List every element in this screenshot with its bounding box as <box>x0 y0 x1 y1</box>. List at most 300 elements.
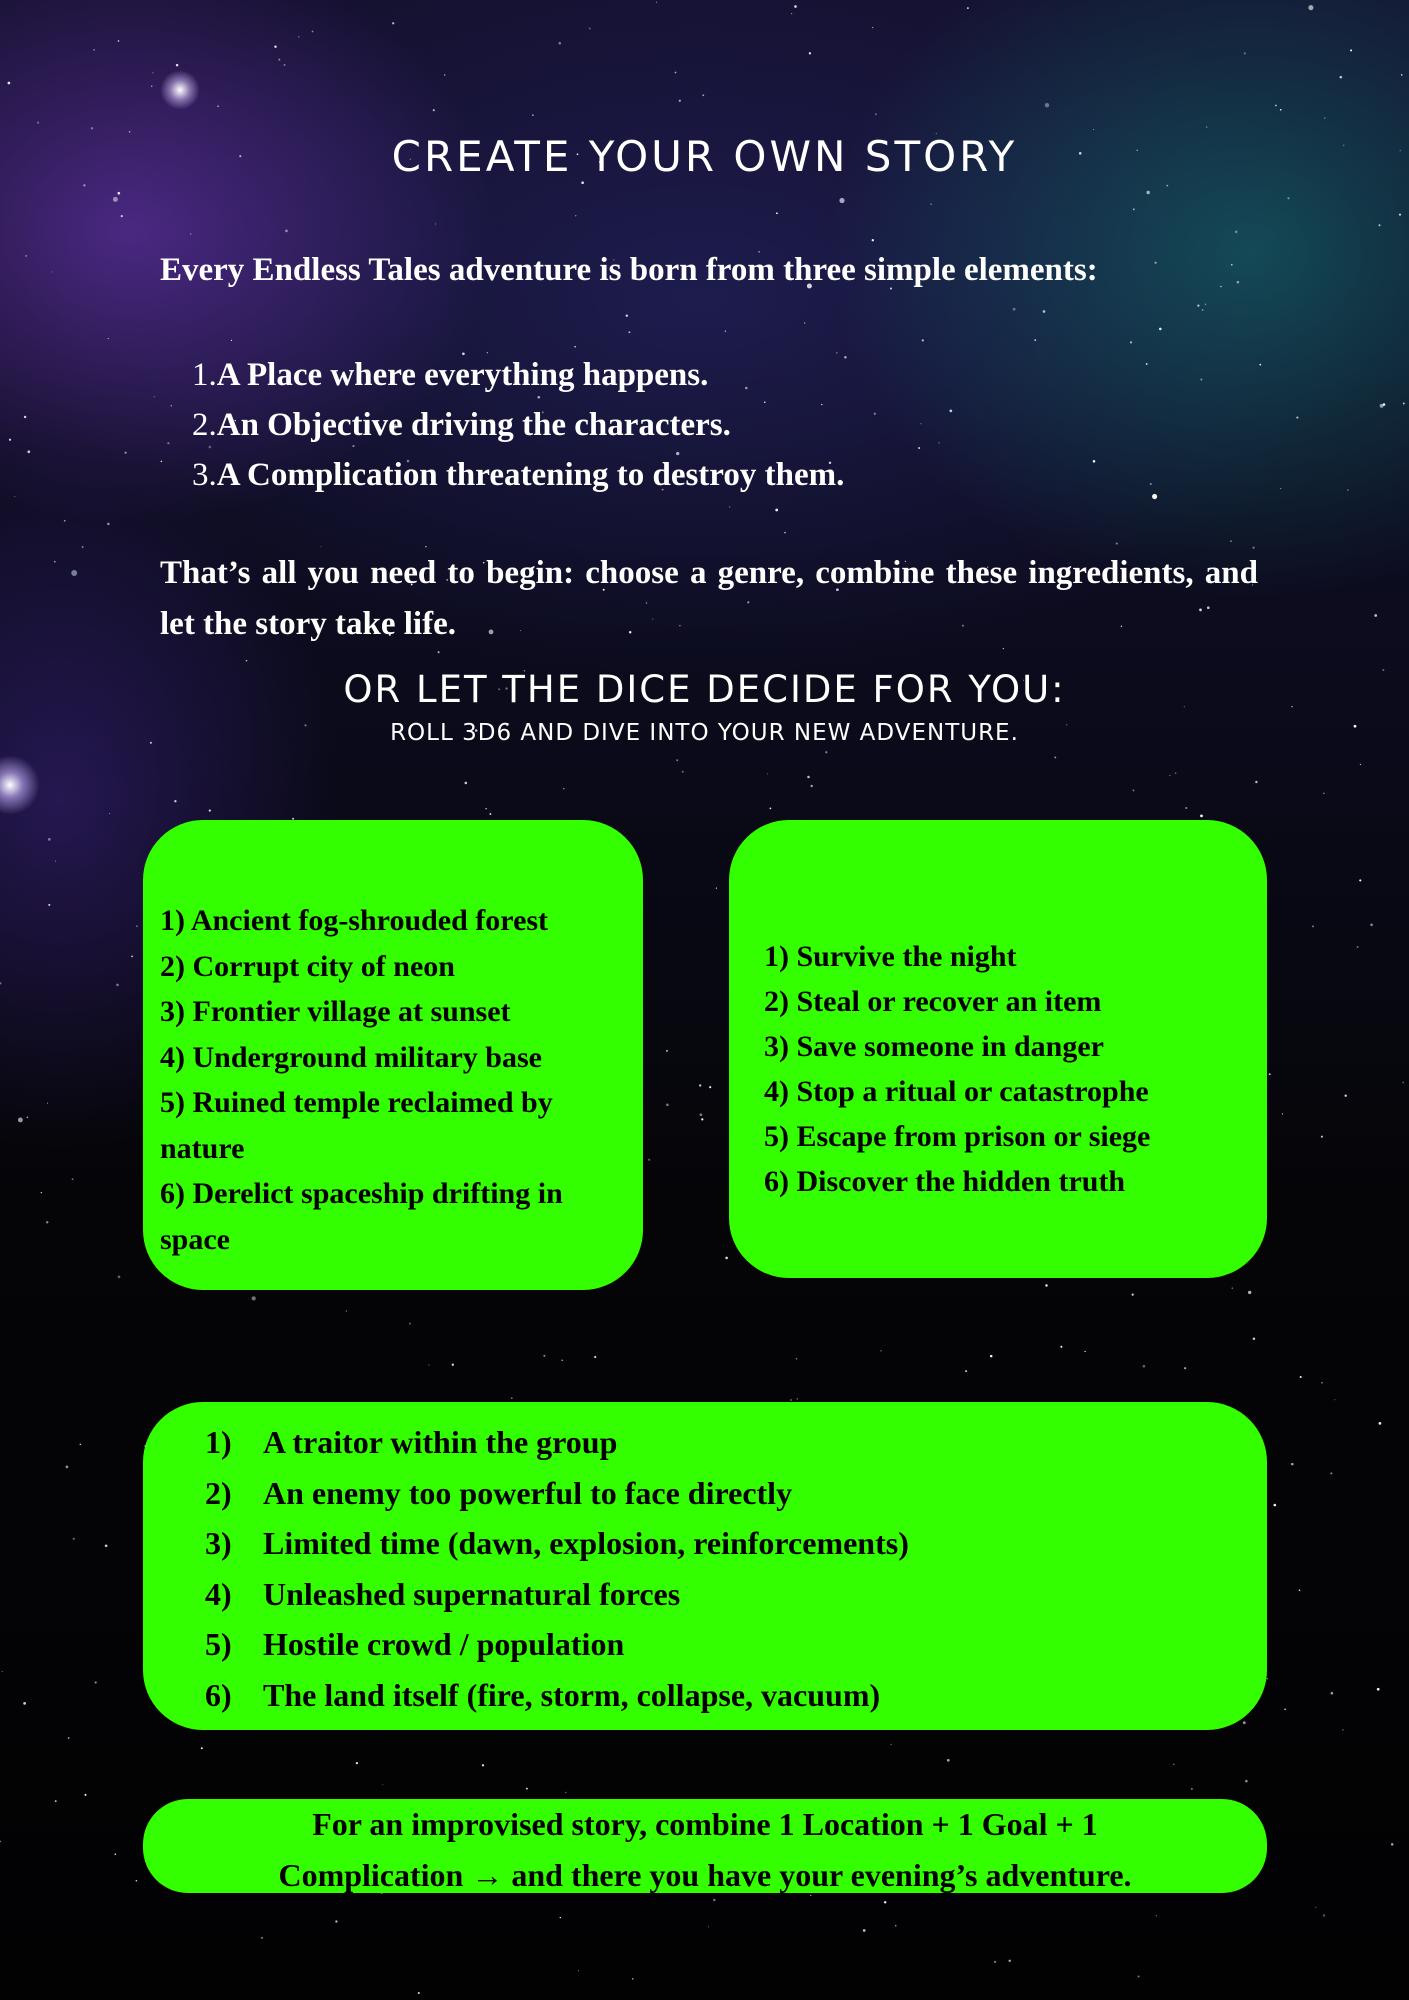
star <box>558 42 561 45</box>
star <box>895 1925 896 1926</box>
star <box>1133 789 1135 791</box>
star <box>1259 364 1261 366</box>
star <box>1315 1907 1316 1908</box>
star <box>949 410 952 413</box>
star <box>54 561 56 563</box>
star <box>725 330 727 332</box>
complication-text: An enemy too powerful to face directly <box>263 1474 793 1511</box>
star <box>274 45 276 47</box>
star <box>1197 304 1199 306</box>
star <box>575 215 576 216</box>
star <box>489 813 491 815</box>
star <box>23 1702 26 1705</box>
star <box>8 82 11 85</box>
star <box>543 1355 545 1357</box>
star <box>1230 540 1232 542</box>
star <box>105 1544 108 1547</box>
star <box>1138 1975 1140 1977</box>
star <box>872 27 873 28</box>
star <box>444 74 445 75</box>
star <box>1200 815 1203 818</box>
star <box>589 28 591 30</box>
star <box>278 59 280 61</box>
complication-text: Unleashed supernatural forces <box>263 1575 681 1612</box>
star <box>880 1350 882 1352</box>
star <box>561 1359 563 1361</box>
star <box>335 1920 337 1922</box>
star <box>844 356 847 359</box>
star <box>73 1538 75 1540</box>
star <box>1342 1729 1343 1730</box>
location-item: 5) Ruined temple reclaimed by nature <box>160 1086 553 1165</box>
star <box>174 800 176 802</box>
star <box>71 570 77 576</box>
star <box>252 1296 256 1300</box>
star <box>1334 1399 1335 1400</box>
star <box>839 198 844 203</box>
star <box>676 759 678 761</box>
star <box>1324 117 1325 118</box>
star <box>485 808 486 809</box>
list-item-text: An Objective driving the characters. <box>216 407 731 443</box>
star <box>1146 191 1149 194</box>
star <box>1132 1294 1134 1296</box>
star <box>1175 772 1177 774</box>
star <box>1166 185 1168 187</box>
star <box>113 197 118 202</box>
star <box>581 181 584 184</box>
star <box>18 1117 23 1122</box>
star <box>246 660 248 662</box>
star <box>526 1788 528 1790</box>
star <box>125 452 127 454</box>
star <box>574 346 575 347</box>
star <box>1248 1291 1251 1294</box>
star <box>990 1355 993 1358</box>
star <box>708 1926 709 1927</box>
star <box>201 1747 203 1749</box>
star <box>1401 74 1403 76</box>
star <box>25 255 27 257</box>
dice-heading: OR LET THE DICE DECIDE FOR YOU: <box>343 668 1066 711</box>
star <box>563 788 564 789</box>
star <box>1287 197 1289 199</box>
star <box>700 1113 703 1116</box>
star <box>1296 417 1298 419</box>
star <box>1205 304 1207 306</box>
star <box>438 651 440 653</box>
begin-paragraph: That’s all you need to begin: choose a genre, combine these ingredients, and let the story take life. <box>160 555 1258 642</box>
star <box>1312 925 1314 927</box>
star <box>284 64 286 66</box>
list-item-number: 2. <box>192 407 217 443</box>
star <box>884 1901 886 1903</box>
star <box>1308 5 1313 10</box>
star <box>656 2 657 3</box>
star <box>1299 1590 1301 1592</box>
star <box>807 776 810 779</box>
star <box>1034 339 1036 341</box>
star <box>1374 614 1377 617</box>
star <box>560 1917 561 1918</box>
star <box>108 338 109 339</box>
star <box>27 1117 28 1118</box>
star <box>176 64 179 67</box>
star <box>1377 1688 1380 1691</box>
star <box>1152 494 1157 499</box>
star <box>1269 1073 1271 1075</box>
star <box>1008 1960 1010 1962</box>
star <box>85 1794 87 1796</box>
star <box>1360 764 1361 765</box>
star <box>796 1358 797 1359</box>
star <box>794 5 797 8</box>
star <box>1383 403 1386 406</box>
star <box>702 94 704 96</box>
star <box>729 506 730 507</box>
star <box>918 447 920 449</box>
complication-item <box>205 1569 1247 1620</box>
star <box>666 1050 668 1052</box>
star <box>482 1764 484 1766</box>
star <box>1133 208 1135 210</box>
star <box>217 105 219 107</box>
star <box>701 1118 703 1120</box>
star <box>1323 1914 1325 1916</box>
star <box>1350 49 1352 51</box>
star <box>825 751 827 753</box>
location-item: 3) Frontier village at sunset <box>160 995 511 1028</box>
star <box>428 1365 429 1366</box>
star <box>312 31 314 33</box>
star <box>1402 1082 1404 1084</box>
goal-item: 6) Discover the hidden truth <box>764 1165 1126 1198</box>
star <box>874 413 876 415</box>
star <box>1379 1422 1382 1425</box>
star <box>1321 1382 1323 1384</box>
star <box>136 1880 138 1882</box>
star <box>392 22 394 24</box>
star <box>1323 793 1324 794</box>
star <box>628 331 630 333</box>
star <box>1370 924 1373 927</box>
star <box>872 239 874 241</box>
star <box>863 1929 866 1932</box>
star <box>809 52 811 54</box>
star <box>1403 403 1405 405</box>
star <box>1013 308 1016 311</box>
star <box>1274 1504 1277 1507</box>
star <box>91 127 93 129</box>
location-item: 2) Corrupt city of neon <box>160 949 455 983</box>
star <box>965 1370 967 1372</box>
star <box>947 1759 950 1762</box>
star <box>1253 1337 1256 1340</box>
goal-item: 5) Escape from prison or siege <box>764 1120 1151 1153</box>
star <box>1146 363 1148 365</box>
star <box>648 1159 650 1161</box>
star <box>131 956 133 958</box>
intro-text: Every Endless Tales adventure is born from three simple elements: <box>160 252 1098 288</box>
star <box>41 1192 42 1193</box>
star <box>511 1397 513 1399</box>
star <box>118 1276 121 1279</box>
complication-text: Limited time (dawn, explosion, reinforcements) <box>263 1525 909 1561</box>
star <box>1093 460 1096 463</box>
star <box>0 1841 1 1842</box>
star <box>1255 781 1257 783</box>
goal-item: 4) Stop a ritual or catastrophe <box>764 1075 1149 1108</box>
star <box>209 810 211 812</box>
star <box>83 184 85 186</box>
star <box>994 1961 996 1963</box>
goals-list <box>764 934 1247 1204</box>
star <box>409 1323 411 1325</box>
star <box>1321 1136 1323 1138</box>
complication-item <box>205 1670 1247 1721</box>
star <box>1200 379 1202 381</box>
complication-text: Hostile crowd / population <box>263 1626 625 1662</box>
star <box>1399 213 1401 215</box>
star <box>93 49 94 50</box>
complication-number: 2) <box>205 1474 232 1511</box>
star <box>55 1800 57 1802</box>
star <box>1235 230 1238 233</box>
star <box>725 1257 728 1260</box>
star <box>1340 76 1343 79</box>
star <box>1330 1472 1332 1474</box>
star <box>52 271 53 272</box>
star <box>1169 775 1170 776</box>
star <box>14 496 15 497</box>
star <box>46 1221 48 1223</box>
star <box>1185 807 1187 809</box>
star <box>804 322 805 323</box>
star <box>1280 488 1281 489</box>
star <box>594 1356 596 1358</box>
complication-number: 1) <box>205 1424 232 1460</box>
star <box>121 215 123 217</box>
star <box>27 450 30 453</box>
star <box>1060 1346 1062 1348</box>
star <box>1300 1376 1302 1378</box>
star <box>465 782 468 785</box>
star <box>626 314 628 316</box>
dice-subheading: ROLL 3D6 AND DIVE INTO YOUR NEW ADVENTURE. <box>390 720 1019 746</box>
star <box>1244 52 1246 54</box>
star <box>682 771 684 773</box>
list-item <box>192 350 844 400</box>
star <box>435 224 436 225</box>
location-item: 6) Derelict spaceship drifting in space <box>160 1177 563 1256</box>
star <box>1173 1764 1174 1765</box>
complications-list <box>205 1417 1247 1720</box>
star <box>1357 946 1359 948</box>
star <box>136 925 138 927</box>
star <box>1054 756 1056 758</box>
star <box>922 339 924 341</box>
star <box>1084 1351 1085 1352</box>
star <box>679 100 681 102</box>
star <box>0 982 2 984</box>
complication-number: 6) <box>205 1676 232 1713</box>
star <box>161 461 163 463</box>
star <box>68 1737 70 1739</box>
star <box>775 509 778 512</box>
locations-list <box>160 898 619 1262</box>
star <box>261 1937 263 1939</box>
star <box>1143 1365 1146 1368</box>
star <box>48 904 50 906</box>
star <box>716 888 717 889</box>
list-item-number: 1. <box>192 357 217 393</box>
star <box>171 405 172 406</box>
star <box>699 1084 701 1086</box>
complication-number: 4) <box>205 1575 232 1612</box>
goal-item: 3) Save someone in danger <box>764 1030 1104 1063</box>
star <box>118 40 120 42</box>
star <box>1359 879 1361 881</box>
location-item: 4) Underground military base <box>160 1040 542 1074</box>
star <box>1191 1788 1193 1790</box>
star <box>532 114 534 116</box>
star <box>107 523 110 526</box>
star <box>1043 310 1046 313</box>
star <box>151 85 153 87</box>
star <box>382 1784 383 1785</box>
star <box>890 1744 891 1745</box>
star <box>167 442 169 444</box>
star <box>95 1681 97 1683</box>
star <box>1243 1721 1246 1724</box>
star <box>1275 105 1277 107</box>
star <box>1156 1915 1157 1916</box>
star <box>116 984 119 987</box>
star <box>117 192 120 195</box>
star <box>920 423 921 424</box>
star <box>1331 1692 1334 1695</box>
star <box>433 109 435 111</box>
star <box>109 813 110 814</box>
complication-item <box>205 1619 1247 1670</box>
star <box>1284 1709 1286 1711</box>
star <box>790 1399 791 1400</box>
star <box>452 1364 454 1366</box>
star <box>1184 1367 1186 1369</box>
star <box>190 234 191 235</box>
star <box>285 230 288 233</box>
star <box>632 1978 634 1980</box>
star <box>66 1466 69 1469</box>
star <box>82 546 84 548</box>
complication-text: A traitor within the group <box>263 1424 618 1460</box>
star <box>776 212 778 214</box>
star <box>1347 490 1348 491</box>
star <box>1280 109 1282 111</box>
star <box>356 1762 358 1764</box>
star <box>72 1178 74 1180</box>
star <box>875 114 876 115</box>
star <box>37 122 39 124</box>
star <box>231 340 232 341</box>
complication-item <box>205 1417 1247 1468</box>
list-item-text: A Place where everything happens. <box>216 357 709 393</box>
star <box>64 520 66 522</box>
star <box>1116 543 1118 545</box>
goals-card <box>729 820 1267 1278</box>
star <box>767 773 768 774</box>
star <box>1045 1284 1047 1286</box>
star <box>930 204 931 205</box>
star <box>298 36 299 37</box>
star <box>48 838 51 841</box>
star <box>709 1086 711 1088</box>
star <box>1282 1113 1283 1114</box>
star <box>1150 483 1152 485</box>
star <box>1093 129 1094 130</box>
complication-number: 3) <box>205 1525 232 1561</box>
star <box>1202 309 1204 311</box>
star <box>1345 1095 1347 1097</box>
star <box>666 1103 669 1106</box>
star <box>770 808 772 810</box>
star <box>55 861 56 862</box>
star <box>938 442 939 443</box>
star <box>675 72 677 74</box>
star <box>967 7 969 9</box>
star <box>9 439 11 441</box>
story-elements-list <box>192 350 844 500</box>
star <box>418 1992 420 1994</box>
page-title: CREATE YOUR OWN STORY <box>391 132 1018 181</box>
star <box>1206 126 1208 128</box>
locations-card <box>143 820 643 1290</box>
star <box>1391 1843 1393 1845</box>
star <box>565 1792 566 1793</box>
star <box>154 396 155 397</box>
list-item <box>192 450 844 500</box>
star <box>1159 328 1162 331</box>
list-item <box>192 400 844 450</box>
star <box>346 1310 347 1311</box>
star <box>152 72 153 73</box>
goal-item: 2) Steal or recover an item <box>764 985 1102 1018</box>
star <box>1231 1287 1233 1289</box>
star <box>115 1854 117 1856</box>
star <box>578 1970 579 1971</box>
star <box>784 532 786 534</box>
star <box>1379 224 1381 226</box>
star <box>797 1398 798 1399</box>
list-item-number: 3. <box>192 457 217 493</box>
star <box>1291 1463 1294 1466</box>
complication-number: 5) <box>205 1626 232 1662</box>
star <box>320 546 321 547</box>
star <box>810 785 812 787</box>
star <box>1130 341 1132 343</box>
tip-line-1: For an improvised story, combine 1 Location + 1 Goal + 1 <box>312 1806 1098 1842</box>
star <box>1245 1780 1248 1783</box>
star <box>24 416 26 418</box>
bright-star-top <box>160 70 200 110</box>
complications-card <box>143 1402 1267 1730</box>
tip-card <box>143 1799 1267 1893</box>
complication-item <box>205 1468 1247 1519</box>
tip-line-2: Complication → and there you have your evening’s adventure. <box>278 1857 1132 1893</box>
star <box>791 13 792 14</box>
star <box>47 1103 48 1104</box>
star <box>1267 1678 1268 1679</box>
